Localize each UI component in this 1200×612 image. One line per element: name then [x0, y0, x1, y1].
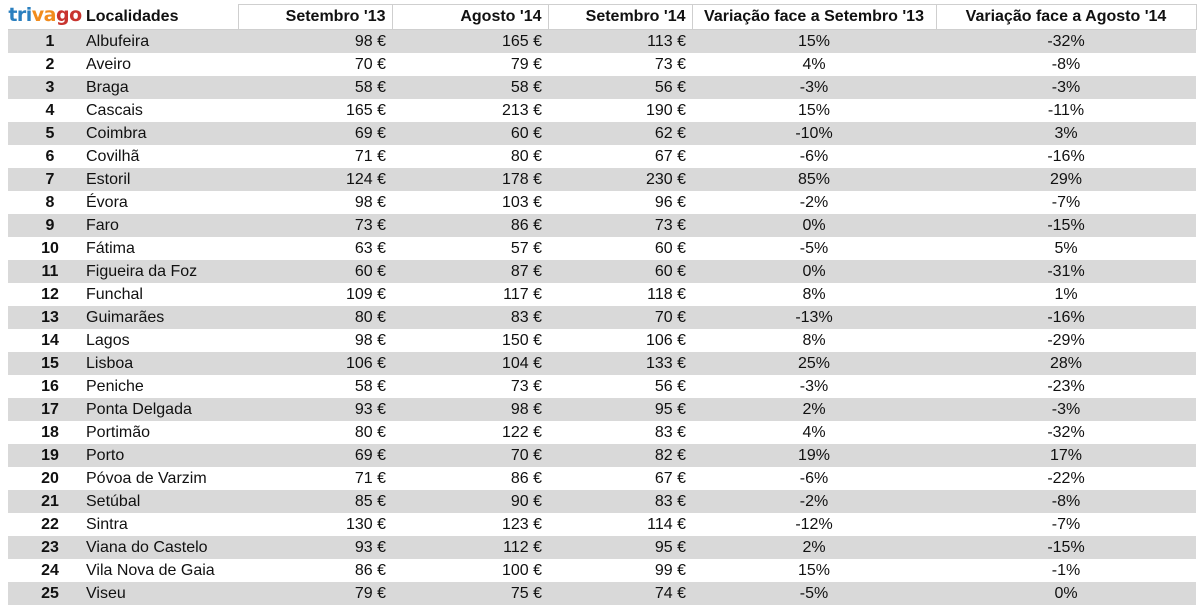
table-row	[8, 559, 1196, 582]
variacao-setembro-13-cell: -13%	[692, 306, 936, 329]
localidade-cell: Faro	[82, 214, 238, 237]
agosto-14-cell: 165 €	[392, 29, 548, 53]
variacao-agosto-14-cell: -1%	[936, 559, 1196, 582]
localidade-cell: Braga	[82, 76, 238, 99]
rank-cell: 22	[8, 513, 82, 536]
rank-cell: 1	[8, 29, 82, 53]
table-row	[8, 582, 1196, 605]
agosto-14-cell: 213 €	[392, 99, 548, 122]
col-header-variacao-setembro-13: Variação face a Setembro '13	[692, 5, 936, 30]
setembro-14-cell: 118 €	[548, 283, 692, 306]
agosto-14-cell: 178 €	[392, 168, 548, 191]
variacao-setembro-13-cell: -10%	[692, 122, 936, 145]
header-row	[8, 5, 1196, 30]
variacao-agosto-14-cell: 5%	[936, 237, 1196, 260]
agosto-14-cell: 123 €	[392, 513, 548, 536]
setembro-13-cell: 69 €	[238, 444, 392, 467]
variacao-agosto-14-cell: -8%	[936, 490, 1196, 513]
table-row	[8, 283, 1196, 306]
setembro-13-cell: 98 €	[238, 329, 392, 352]
rank-cell: 25	[8, 582, 82, 605]
variacao-agosto-14-cell: -16%	[936, 145, 1196, 168]
variacao-setembro-13-cell: -5%	[692, 237, 936, 260]
setembro-14-cell: 73 €	[548, 214, 692, 237]
variacao-agosto-14-cell: -8%	[936, 53, 1196, 76]
table-body	[8, 29, 1196, 605]
variacao-agosto-14-cell: -23%	[936, 375, 1196, 398]
setembro-13-cell: 69 €	[238, 122, 392, 145]
variacao-agosto-14-cell: -7%	[936, 513, 1196, 536]
setembro-13-cell: 71 €	[238, 145, 392, 168]
rank-cell: 16	[8, 375, 82, 398]
setembro-14-cell: 60 €	[548, 237, 692, 260]
logo-part-1: tri	[8, 4, 32, 26]
variacao-setembro-13-cell: -6%	[692, 467, 936, 490]
agosto-14-cell: 60 €	[392, 122, 548, 145]
localidade-cell: Cascais	[82, 99, 238, 122]
table-row	[8, 375, 1196, 398]
variacao-setembro-13-cell: -6%	[692, 145, 936, 168]
rank-cell: 20	[8, 467, 82, 490]
variacao-setembro-13-cell: 8%	[692, 329, 936, 352]
rank-cell: 3	[8, 76, 82, 99]
rank-cell: 14	[8, 329, 82, 352]
setembro-13-cell: 80 €	[238, 421, 392, 444]
variacao-setembro-13-cell: -3%	[692, 375, 936, 398]
variacao-setembro-13-cell: -2%	[692, 490, 936, 513]
setembro-14-cell: 133 €	[548, 352, 692, 375]
rank-cell: 6	[8, 145, 82, 168]
setembro-14-cell: 96 €	[548, 191, 692, 214]
variacao-agosto-14-cell: -32%	[936, 29, 1196, 53]
setembro-14-cell: 62 €	[548, 122, 692, 145]
rank-cell: 13	[8, 306, 82, 329]
setembro-13-cell: 58 €	[238, 375, 392, 398]
variacao-setembro-13-cell: 0%	[692, 214, 936, 237]
variacao-agosto-14-cell: 17%	[936, 444, 1196, 467]
table-row	[8, 329, 1196, 352]
setembro-14-cell: 56 €	[548, 375, 692, 398]
variacao-agosto-14-cell: -15%	[936, 214, 1196, 237]
setembro-13-cell: 73 €	[238, 214, 392, 237]
variacao-setembro-13-cell: -2%	[692, 191, 936, 214]
rank-cell: 23	[8, 536, 82, 559]
variacao-setembro-13-cell: -12%	[692, 513, 936, 536]
table-row	[8, 421, 1196, 444]
localidade-cell: Figueira da Foz	[82, 260, 238, 283]
table-row	[8, 352, 1196, 375]
table-row	[8, 237, 1196, 260]
table-row	[8, 191, 1196, 214]
rank-cell: 9	[8, 214, 82, 237]
localidade-cell: Viana do Castelo	[82, 536, 238, 559]
rank-cell: 11	[8, 260, 82, 283]
variacao-setembro-13-cell: 85%	[692, 168, 936, 191]
rank-cell: 17	[8, 398, 82, 421]
variacao-agosto-14-cell: 3%	[936, 122, 1196, 145]
col-header-setembro-14: Setembro '14	[548, 5, 692, 30]
table-row	[8, 76, 1196, 99]
setembro-13-cell: 86 €	[238, 559, 392, 582]
setembro-14-cell: 67 €	[548, 145, 692, 168]
setembro-13-cell: 58 €	[238, 76, 392, 99]
localidade-cell: Setúbal	[82, 490, 238, 513]
agosto-14-cell: 86 €	[392, 214, 548, 237]
agosto-14-cell: 79 €	[392, 53, 548, 76]
price-table	[8, 4, 1197, 605]
agosto-14-cell: 70 €	[392, 444, 548, 467]
logo-part-2: va	[31, 4, 57, 26]
setembro-14-cell: 60 €	[548, 260, 692, 283]
variacao-setembro-13-cell: 4%	[692, 53, 936, 76]
setembro-14-cell: 83 €	[548, 490, 692, 513]
table-row	[8, 53, 1196, 76]
rank-cell: 21	[8, 490, 82, 513]
agosto-14-cell: 80 €	[392, 145, 548, 168]
variacao-agosto-14-cell: -22%	[936, 467, 1196, 490]
setembro-13-cell: 109 €	[238, 283, 392, 306]
setembro-13-cell: 70 €	[238, 53, 392, 76]
setembro-14-cell: 95 €	[548, 536, 692, 559]
variacao-setembro-13-cell: 19%	[692, 444, 936, 467]
setembro-13-cell: 124 €	[238, 168, 392, 191]
agosto-14-cell: 75 €	[392, 582, 548, 605]
table-row	[8, 398, 1196, 421]
setembro-13-cell: 71 €	[238, 467, 392, 490]
agosto-14-cell: 98 €	[392, 398, 548, 421]
localidade-cell: Guimarães	[82, 306, 238, 329]
setembro-14-cell: 230 €	[548, 168, 692, 191]
table-row	[8, 306, 1196, 329]
setembro-13-cell: 63 €	[238, 237, 392, 260]
trivago-logo	[8, 5, 81, 27]
variacao-setembro-13-cell: 8%	[692, 283, 936, 306]
localidade-cell: Vila Nova de Gaia	[82, 559, 238, 582]
setembro-13-cell: 85 €	[238, 490, 392, 513]
rank-cell: 19	[8, 444, 82, 467]
setembro-14-cell: 114 €	[548, 513, 692, 536]
setembro-13-cell: 93 €	[238, 398, 392, 421]
rank-cell: 2	[8, 53, 82, 76]
setembro-13-cell: 98 €	[238, 29, 392, 53]
variacao-setembro-13-cell: 25%	[692, 352, 936, 375]
variacao-agosto-14-cell: -16%	[936, 306, 1196, 329]
agosto-14-cell: 122 €	[392, 421, 548, 444]
localidade-cell: Lagos	[82, 329, 238, 352]
setembro-14-cell: 56 €	[548, 76, 692, 99]
table-row	[8, 444, 1196, 467]
variacao-agosto-14-cell: -31%	[936, 260, 1196, 283]
variacao-setembro-13-cell: 2%	[692, 398, 936, 421]
rank-cell: 15	[8, 352, 82, 375]
col-header-localidades: Localidades	[82, 5, 238, 30]
setembro-14-cell: 70 €	[548, 306, 692, 329]
setembro-14-cell: 106 €	[548, 329, 692, 352]
localidade-cell: Évora	[82, 191, 238, 214]
setembro-14-cell: 190 €	[548, 99, 692, 122]
rank-cell: 24	[8, 559, 82, 582]
setembro-13-cell: 106 €	[238, 352, 392, 375]
table-row	[8, 99, 1196, 122]
setembro-14-cell: 73 €	[548, 53, 692, 76]
col-header-setembro-13: Setembro '13	[238, 5, 392, 30]
col-header-agosto-14: Agosto '14	[392, 5, 548, 30]
localidade-cell: Viseu	[82, 582, 238, 605]
localidade-cell: Coimbra	[82, 122, 238, 145]
table-row	[8, 513, 1196, 536]
variacao-setembro-13-cell: 4%	[692, 421, 936, 444]
localidade-cell: Covilhã	[82, 145, 238, 168]
variacao-agosto-14-cell: 1%	[936, 283, 1196, 306]
rank-cell: 8	[8, 191, 82, 214]
variacao-agosto-14-cell: -32%	[936, 421, 1196, 444]
agosto-14-cell: 83 €	[392, 306, 548, 329]
setembro-14-cell: 82 €	[548, 444, 692, 467]
table-row	[8, 168, 1196, 191]
variacao-setembro-13-cell: 0%	[692, 260, 936, 283]
rank-cell: 7	[8, 168, 82, 191]
table-row	[8, 145, 1196, 168]
variacao-setembro-13-cell: 15%	[692, 559, 936, 582]
setembro-14-cell: 67 €	[548, 467, 692, 490]
variacao-setembro-13-cell: 2%	[692, 536, 936, 559]
localidade-cell: Funchal	[82, 283, 238, 306]
setembro-14-cell: 99 €	[548, 559, 692, 582]
variacao-agosto-14-cell: 0%	[936, 582, 1196, 605]
variacao-agosto-14-cell: -15%	[936, 536, 1196, 559]
localidade-cell: Ponta Delgada	[82, 398, 238, 421]
setembro-13-cell: 93 €	[238, 536, 392, 559]
setembro-14-cell: 113 €	[548, 29, 692, 53]
table-row	[8, 214, 1196, 237]
variacao-agosto-14-cell: -3%	[936, 76, 1196, 99]
variacao-agosto-14-cell: -29%	[936, 329, 1196, 352]
rank-cell: 12	[8, 283, 82, 306]
localidade-cell: Póvoa de Varzim	[82, 467, 238, 490]
agosto-14-cell: 57 €	[392, 237, 548, 260]
rank-cell: 5	[8, 122, 82, 145]
localidade-cell: Lisboa	[82, 352, 238, 375]
agosto-14-cell: 150 €	[392, 329, 548, 352]
variacao-setembro-13-cell: 15%	[692, 99, 936, 122]
table-row	[8, 467, 1196, 490]
localidade-cell: Porto	[82, 444, 238, 467]
setembro-13-cell: 130 €	[238, 513, 392, 536]
table-row	[8, 122, 1196, 145]
table-row	[8, 536, 1196, 559]
variacao-setembro-13-cell: -5%	[692, 582, 936, 605]
agosto-14-cell: 86 €	[392, 467, 548, 490]
table-row	[8, 490, 1196, 513]
localidade-cell: Aveiro	[82, 53, 238, 76]
agosto-14-cell: 73 €	[392, 375, 548, 398]
setembro-13-cell: 98 €	[238, 191, 392, 214]
localidade-cell: Peniche	[82, 375, 238, 398]
logo-cell	[8, 5, 82, 30]
agosto-14-cell: 103 €	[392, 191, 548, 214]
table-row	[8, 29, 1196, 53]
rank-cell: 10	[8, 237, 82, 260]
localidade-cell: Albufeira	[82, 29, 238, 53]
setembro-13-cell: 80 €	[238, 306, 392, 329]
agosto-14-cell: 112 €	[392, 536, 548, 559]
localidade-cell: Portimão	[82, 421, 238, 444]
col-header-variacao-agosto-14: Variação face a Agosto '14	[936, 5, 1196, 30]
setembro-14-cell: 74 €	[548, 582, 692, 605]
localidade-cell: Sintra	[82, 513, 238, 536]
rank-cell: 18	[8, 421, 82, 444]
variacao-agosto-14-cell: 28%	[936, 352, 1196, 375]
agosto-14-cell: 90 €	[392, 490, 548, 513]
setembro-13-cell: 79 €	[238, 582, 392, 605]
variacao-agosto-14-cell: 29%	[936, 168, 1196, 191]
agosto-14-cell: 117 €	[392, 283, 548, 306]
localidade-cell: Estoril	[82, 168, 238, 191]
variacao-agosto-14-cell: -7%	[936, 191, 1196, 214]
agosto-14-cell: 104 €	[392, 352, 548, 375]
variacao-agosto-14-cell: -3%	[936, 398, 1196, 421]
agosto-14-cell: 100 €	[392, 559, 548, 582]
logo-part-3: go	[56, 4, 82, 26]
variacao-setembro-13-cell: 15%	[692, 29, 936, 53]
setembro-14-cell: 83 €	[548, 421, 692, 444]
agosto-14-cell: 87 €	[392, 260, 548, 283]
setembro-13-cell: 165 €	[238, 99, 392, 122]
variacao-agosto-14-cell: -11%	[936, 99, 1196, 122]
table-row	[8, 260, 1196, 283]
setembro-13-cell: 60 €	[238, 260, 392, 283]
setembro-14-cell: 95 €	[548, 398, 692, 421]
agosto-14-cell: 58 €	[392, 76, 548, 99]
rank-cell: 4	[8, 99, 82, 122]
localidade-cell: Fátima	[82, 237, 238, 260]
variacao-setembro-13-cell: -3%	[692, 76, 936, 99]
